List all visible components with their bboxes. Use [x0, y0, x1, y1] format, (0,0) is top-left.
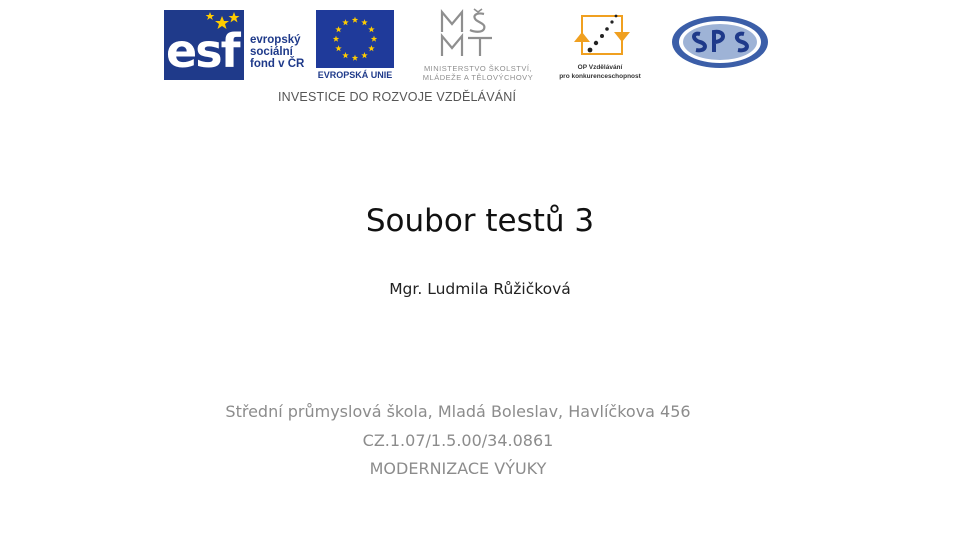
esf-text — [250, 34, 304, 70]
banner-caption: INVESTICE DO ROZVOJE VZDĚLÁVÁNÍ — [278, 90, 517, 104]
eu-star-icon — [368, 26, 374, 32]
footer-project-name: MODERNIZACE VÝUKY — [369, 459, 547, 478]
eu-star-icon — [335, 26, 341, 32]
sps-logo — [670, 12, 770, 72]
eu-star-icon — [335, 45, 341, 51]
esf-text-line3: fond v ČR — [250, 58, 305, 70]
footer-school: Střední průmyslová škola, Mladá Boleslav, Havlíčkova 456 — [225, 402, 691, 421]
msmt-text-line1: MINISTERSTVO ŠKOLSTVÍ, — [423, 64, 533, 73]
eu-star-icon — [342, 19, 348, 25]
eu-star-icon — [352, 55, 358, 61]
eu-logo — [312, 10, 398, 84]
op-vk-mark-icon — [552, 10, 648, 62]
msmt-mark-icon — [438, 8, 518, 60]
msmt-logo — [404, 8, 552, 84]
op-vk-logo — [552, 10, 648, 86]
logo-banner — [160, 6, 780, 106]
esf-text-line2: sociální — [250, 46, 293, 58]
msmt-text-line2: MLÁDEŽE A TĚLOVÝCHOVY — [422, 73, 534, 82]
esf-logo — [164, 10, 306, 84]
op-vk-text-line2: pro konkurenceschopnost — [559, 73, 641, 80]
op-vk-text-line1: OP Vzdělávání — [577, 64, 623, 71]
eu-label: EVROPSKÁ UNIE — [317, 70, 393, 80]
esf-letters: esf — [166, 24, 239, 78]
eu-star-icon — [333, 36, 339, 42]
eu-star-icon — [342, 52, 348, 58]
slide-title: Soubor testů 3 — [365, 203, 595, 239]
sps-emblem-icon — [670, 12, 770, 72]
eu-star-icon — [361, 52, 367, 58]
footer-project-code: CZ.1.07/1.5.00/34.0861 — [362, 430, 554, 450]
eu-star-icon — [368, 45, 374, 51]
eu-star-icon — [371, 36, 377, 42]
eu-star-icon — [352, 17, 358, 23]
esf-logo-box — [164, 10, 244, 80]
eu-flag-icon — [316, 10, 394, 68]
slide-footer — [0, 398, 916, 484]
eu-star-icon — [361, 19, 367, 25]
slide-author: Mgr. Ludmila Růžičková — [389, 280, 571, 298]
esf-text-line1: evropský — [250, 34, 301, 46]
